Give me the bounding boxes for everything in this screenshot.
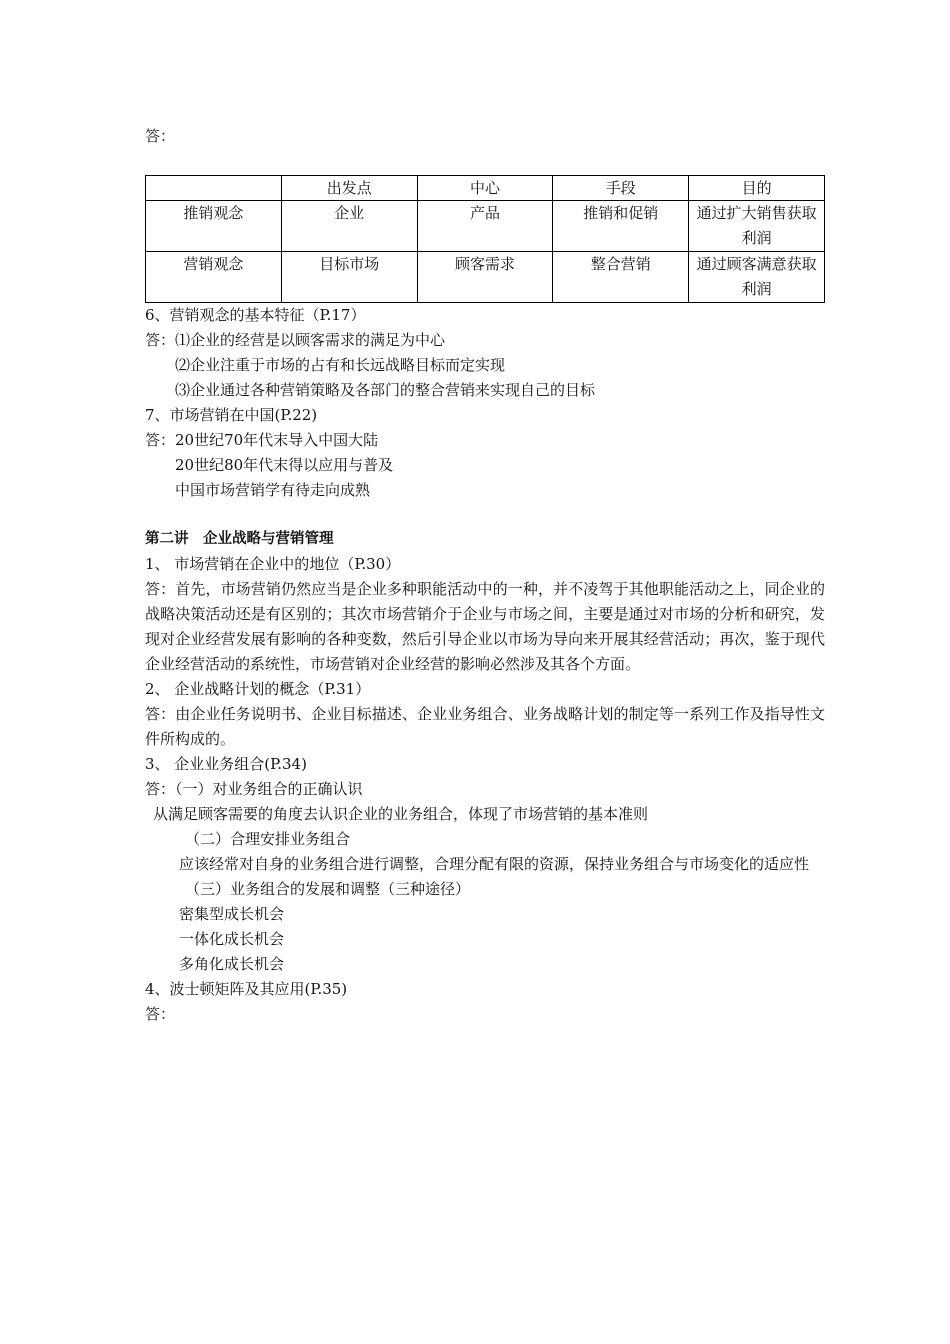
table-header-cell: 中心 (417, 176, 553, 201)
table-cell: 推销和促销 (553, 201, 689, 252)
table-cell: 推销观念 (146, 201, 282, 252)
table-cell: 顾客需求 (417, 252, 553, 303)
table-cell: 通过顾客满意获取利润 (689, 252, 825, 303)
q7-title: 7、市场营销在中国(P.22) (145, 406, 318, 424)
table-cell: 产品 (417, 201, 553, 252)
q6-title: 6、营销观念的基本特征（P.17） (145, 306, 366, 324)
table-header-cell (146, 176, 282, 201)
table-cell: 整合营销 (553, 252, 689, 303)
table-cell: 通过扩大销售获取利润 (689, 201, 825, 252)
q7-answer-1: 答：20世纪70年代末导入中国大陆 (145, 431, 379, 449)
table-header-row (146, 176, 825, 201)
q6-answer-3: ⑶企业通过各种营销策略及各部门的整合营销来实现自己的目标 (175, 381, 596, 399)
l2-q3-answer-8: 多角化成长机会 (179, 955, 285, 973)
q7-answer-2: 20世纪80年代末得以应用与普及 (175, 456, 394, 474)
marketing-concept-comparison-table (145, 175, 825, 303)
l2-q3-answer-7: 一体化成长机会 (179, 930, 285, 948)
l2-q3-answer-5: （三）业务组合的发展和调整（三种途径） (185, 880, 471, 898)
table-cell: 目标市场 (281, 252, 417, 303)
table-cell: 企业 (281, 201, 417, 252)
l2-q3-title: 3、 企业业务组合(P.34) (145, 755, 307, 773)
lecture2-heading: 第二讲 企业战略与营销管理 (145, 531, 334, 547)
l2-q4-answer: 答： (145, 1005, 176, 1023)
q7-answer-3: 中国市场营销学有待走向成熟 (175, 481, 371, 499)
document-page (145, 124, 825, 1027)
l2-q3-answer-3: （二）合理安排业务组合 (185, 830, 351, 848)
comparison-table-wrapper (145, 175, 825, 303)
table-header-cell: 出发点 (281, 176, 417, 201)
l2-q3-answer-1: 答：（一）对业务组合的正确认识 (145, 780, 363, 798)
table-row (146, 252, 825, 303)
l2-q1-answer: 答：首先，市场营销仍然应当是企业多种职能活动中的一种，并不凌驾于其他职能活动之上，同企业的战略决策活动还是有区别的；其次市场营销介于企业与市场之间，主要是通过对市场的分析和研究，发现对企业经营发展有影响的各种变数，然后引导企业以市场为导向来开展其经营活动；再次，鉴于现代企业经营活动的系统性，市场营销对企业经营的影响必然涉及其各个方面。 (145, 580, 825, 673)
l2-q2-answer: 答：由企业任务说明书、企业目标描述、企业业务组合、业务战略计划的制定等一系列工作及指导性文件所构成的。 (145, 705, 825, 748)
l2-q1-title: 1、 市场营销在企业中的地位（P.30） (145, 555, 401, 573)
l2-q3-answer-2: 从满足顾客需要的角度去认识企业的业务组合，体现了市场营销的基本准则 (153, 805, 649, 823)
l2-q3-answer-6: 密集型成长机会 (179, 905, 285, 923)
q6-answer-2: ⑵企业注重于市场的占有和长远战略目标而定实现 (175, 356, 506, 374)
q6-answer-1: 答：⑴企业的经营是以顾客需求的满足为中心 (145, 331, 446, 349)
l2-q2-title: 2、 企业战略计划的概念（P.31） (145, 680, 371, 698)
l2-q4-title: 4、波士顿矩阵及其应用(P.35) (145, 980, 348, 998)
table-cell: 营销观念 (146, 252, 282, 303)
table-header-cell: 目的 (689, 176, 825, 201)
l2-q3-answer-4: 应该经常对自身的业务组合进行调整，合理分配有限的资源，保持业务组合与市场变化的适应性 (179, 855, 810, 873)
table-row (146, 201, 825, 252)
intro-answer: 答： (145, 127, 176, 145)
table-header-cell: 手段 (553, 176, 689, 201)
